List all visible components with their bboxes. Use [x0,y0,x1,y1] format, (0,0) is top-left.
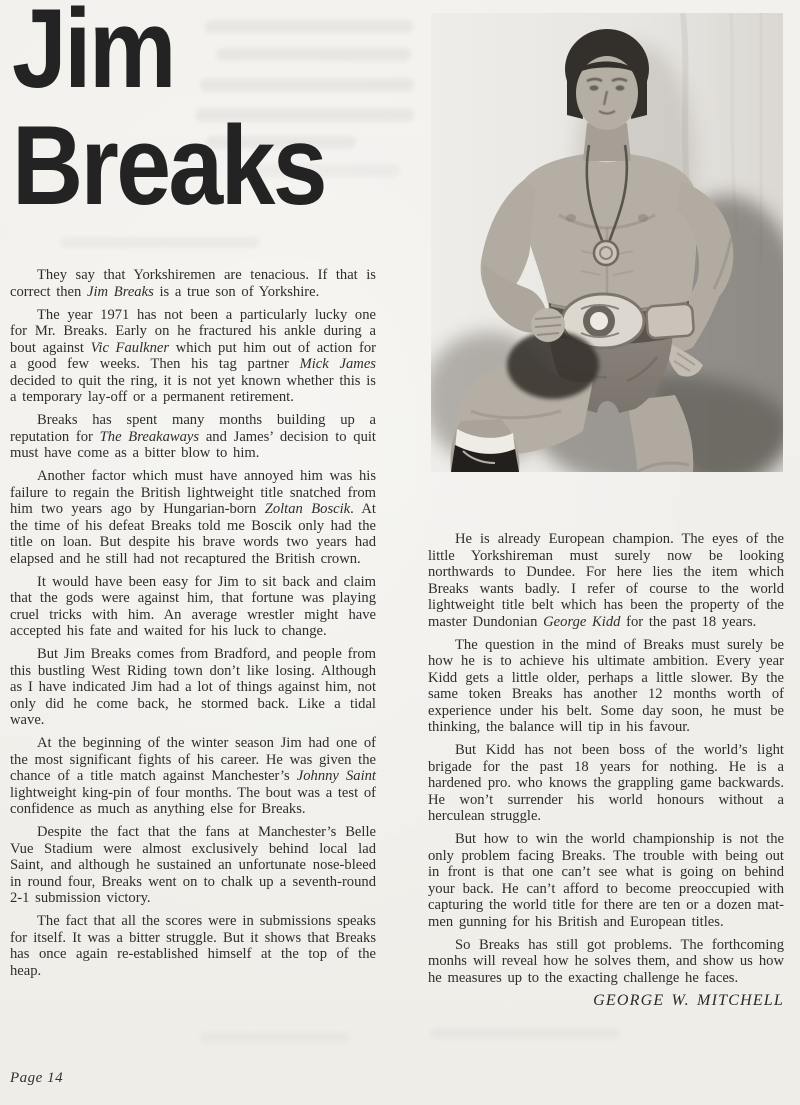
page-number: Page 14 [10,1070,64,1086]
author-byline: GEORGE W. MITCHELL [593,991,784,1009]
paragraph: The question in the mind of Breaks must surely be how he is to achieve his ultimate ambition. Every year Kidd gets a little older, perhaps a little slower. By the same token Breaks has another 12 months worth of experience under his belt. Some day soon, he must be thinking, the balance will tip in his favour. [428,636,784,735]
paragraph: So Breaks has still got problems. The forthcoming monhs will reveal how he solves them, and show us how he measures up to the exacting challenge he faces. [428,936,784,986]
paragraph: They say that Yorkshiremen are tenacious. If that is correct then Jim Breaks is a true son of Yorkshire. [10,267,376,300]
paragraph: But Kidd has not been boss of the world’s light brigade for the past 18 years for nothing. He is a hardened pro. who knows the grappling game backwards. He won’t surrender his world honours without a herculean struggle. [428,742,784,824]
paragraph: But how to win the world championship is not the only problem facing Breaks. The trouble with being out in front is that one can’t see what is going on behind your back. He can’t afford to become preoccupied with capturing the world title for there are ten or a dozen mat-men gunning for his British and European titles. [428,831,784,930]
article-title-line1: Jim [12,0,174,111]
wrestler-photo [431,13,783,472]
paragraph: But Jim Breaks comes from Bradford, and people from this bustling West Riding town don’t like losing. Although as I have indicated Jim had a lot of things against him, not only did he come back, he stormed back. Like a tidal wave. [10,646,376,728]
paragraph: The year 1971 has not been a particularly lucky one for Mr. Breaks. Early on he fractured his ankle during a bout against Vic Faulkner which put him out of action for a good few weeks. Then his tag partner Mick James decided to quit the ring, it is not yet known whether this is a temporary lay-off or a permanent retirement. [10,306,377,405]
paragraph: It would have been easy for Jim to sit back and claim that the gods were against him, that fortune was playing cruel tricks with him. An average wrestler might have accepted his fate and waited for his luck to change. [10,573,376,639]
paragraph: Despite the fact that the fans at Manchester’s Belle Vue Stadium were almost exclusively behind local lad Saint, and although he sustained an unfortunate nose-bleed in round four, Breaks went on to chalk up a seventh-round 2-1 submission victory. [10,824,376,906]
bleed-through-mark [200,1032,351,1043]
paragraph: At the beginning of the winter season Jim had one of the most significant fights of his career. He was given the chance of a title match against Manchester’s Johnny Saint lightweight king-pin of four months. The bout was a test of confidence as much as anything else for Breaks. [10,735,376,817]
paragraph: Another factor which must have annoyed him was his failure to regain the British lightweight title snatched from him two years ago by Hungarian-born Zoltan Boscik. At the time of his defeat Breaks told me Boscik only had the title on loan. But despite his brave words two years had elapsed and he still had not recaptured the British crown. [10,468,376,567]
paragraph: The fact that all the scores were in submissions speaks for itself. It was a bitter struggle. But it shows that Breaks has once again re-established himself at the top of the heap. [10,913,376,979]
article-right-column [428,531,784,1016]
bleed-through-mark [60,237,261,248]
article-title-line2: Breaks [12,103,325,229]
paragraph: Breaks has spent many months building up a reputation for The Breakaways and James’ decision to quit must have come as a bitter blow to him. [10,412,376,461]
paragraph: He is already European champion. The eyes of the little Yorkshireman must surely now be looking northwards to Dundee. For here lies the item which Breaks wants badly. I refer of course to the world lightweight title belt which has been the property of the master Dundonian George Kidd for the past 18 years. [428,531,784,630]
wrestler-photo-drawing [431,13,783,472]
bleed-through-mark [430,1028,621,1039]
article-title [12,0,325,229]
article-left-column [10,267,376,986]
